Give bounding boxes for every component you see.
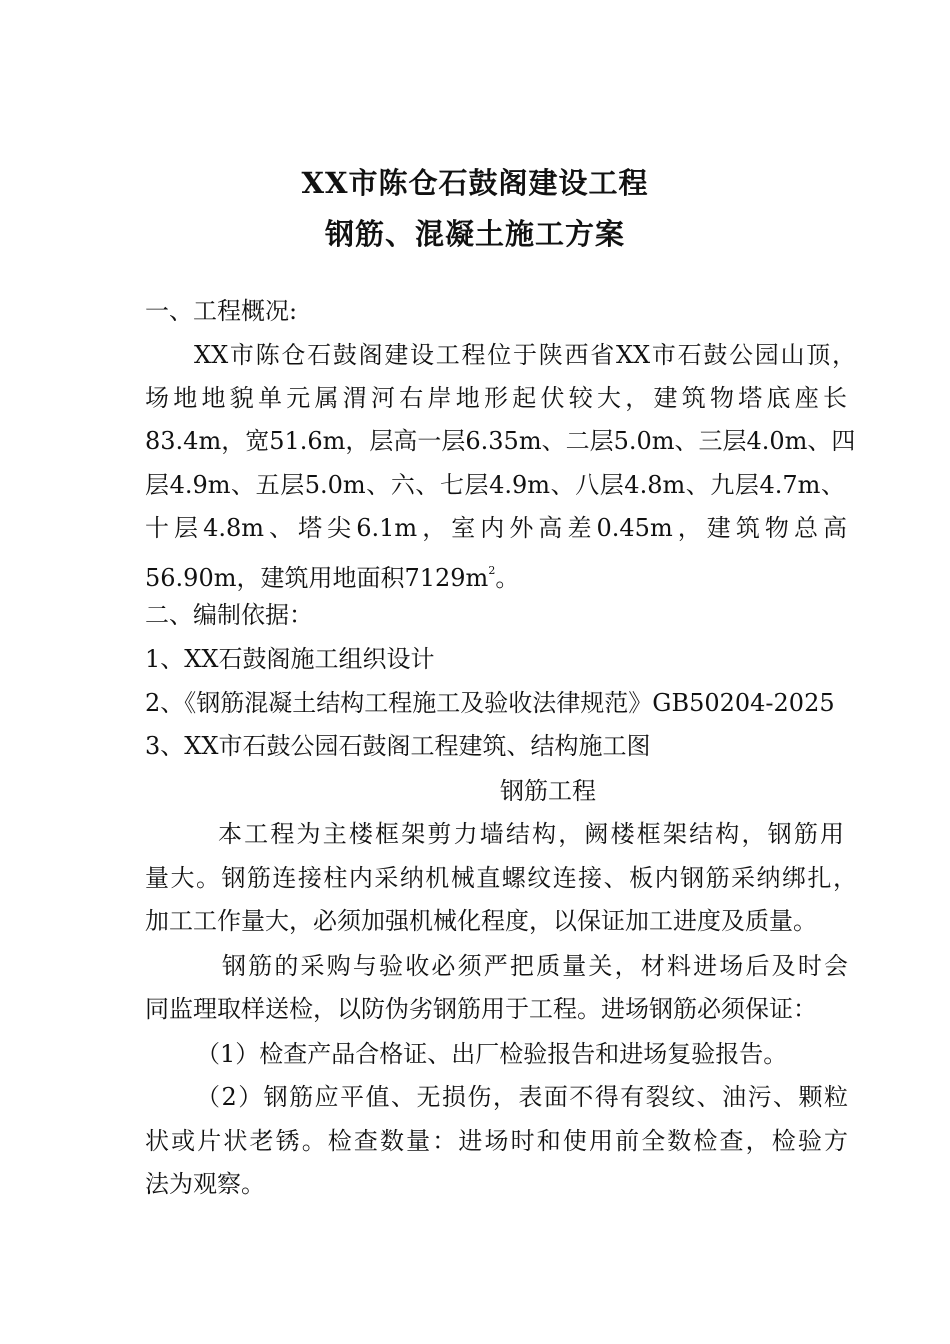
basis-item-2: 2、《钢筋混凝土结构工程施工及验收法律规范》GB50204-2025	[145, 689, 835, 717]
rebar-p1-line2: 量大。钢筋连接柱内采纳机械直螺纹连接、板内钢筋采纳绑扎，	[145, 864, 857, 892]
overview-line6-end: 。	[495, 564, 520, 592]
rebar-p2-line1: 钢筋的采购与验收必须严把质量关，材料进场后及时会	[222, 952, 848, 980]
section2-heading: 二、编制依据：	[145, 601, 313, 629]
rebar-p1-line1: 本工程为主楼框架剪力墙结构，阙楼框架结构，钢筋用	[218, 820, 844, 848]
basis-item-3: 3、XX市石鼓公园石鼓阁工程建筑、结构施工图	[145, 732, 651, 760]
document-title-line2: 钢筋、混凝土施工方案	[324, 217, 625, 251]
overview-line6-text: 56.90m，建筑用地面积7129m	[145, 564, 489, 592]
check-item-2-line3: 法为观察。	[145, 1170, 265, 1198]
basis-item-1: 1、XX石鼓阁施工组织设计	[145, 645, 435, 673]
check-item-2-line2: 状或片状老锈。检查数量：进场时和使用前全数检查，检验方	[145, 1127, 848, 1155]
check-item-1: （1）检查产品合格证、出厂检验报告和进场复验报告。	[196, 1040, 788, 1068]
rebar-section-heading: 钢筋工程	[500, 777, 596, 805]
rebar-p1-line3: 加工工作量大，必须加强机械化程度，以保证加工进度及质量。	[145, 907, 817, 935]
overview-line5: 十层4.8m、塔尖6.1m，室内外高差0.45m，建筑物总高	[145, 514, 847, 542]
check-item-2-line1: （2）钢筋应平值、无损伤，表面不得有裂纹、油污、颗粒	[196, 1083, 848, 1111]
section1-heading: 一、工程概况:	[145, 297, 298, 325]
overview-line4: 层4.9m、五层5.0m、六、七层4.9m、八层4.8m、九层4.7m、	[145, 471, 845, 499]
overview-line1: XX市陈仓石鼓阁建设工程位于陕西省XX市石鼓公园山顶，	[194, 341, 856, 369]
overview-line3: 83.4m，宽51.6m，层高一层6.35m、二层5.0m、三层4.0m、四	[145, 427, 856, 455]
document-title-line1: XX市陈仓石鼓阁建设工程	[301, 166, 649, 200]
overview-line2: 场地地貌单元属渭河右岸地形起伏较大，建筑物塔底座长	[145, 384, 847, 412]
area-superscript: 2	[488, 564, 496, 577]
overview-line6	[145, 555, 865, 594]
rebar-p2-line2: 同监理取样送检，以防伪劣钢筋用于工程。进场钢筋必须保证：	[145, 995, 817, 1023]
